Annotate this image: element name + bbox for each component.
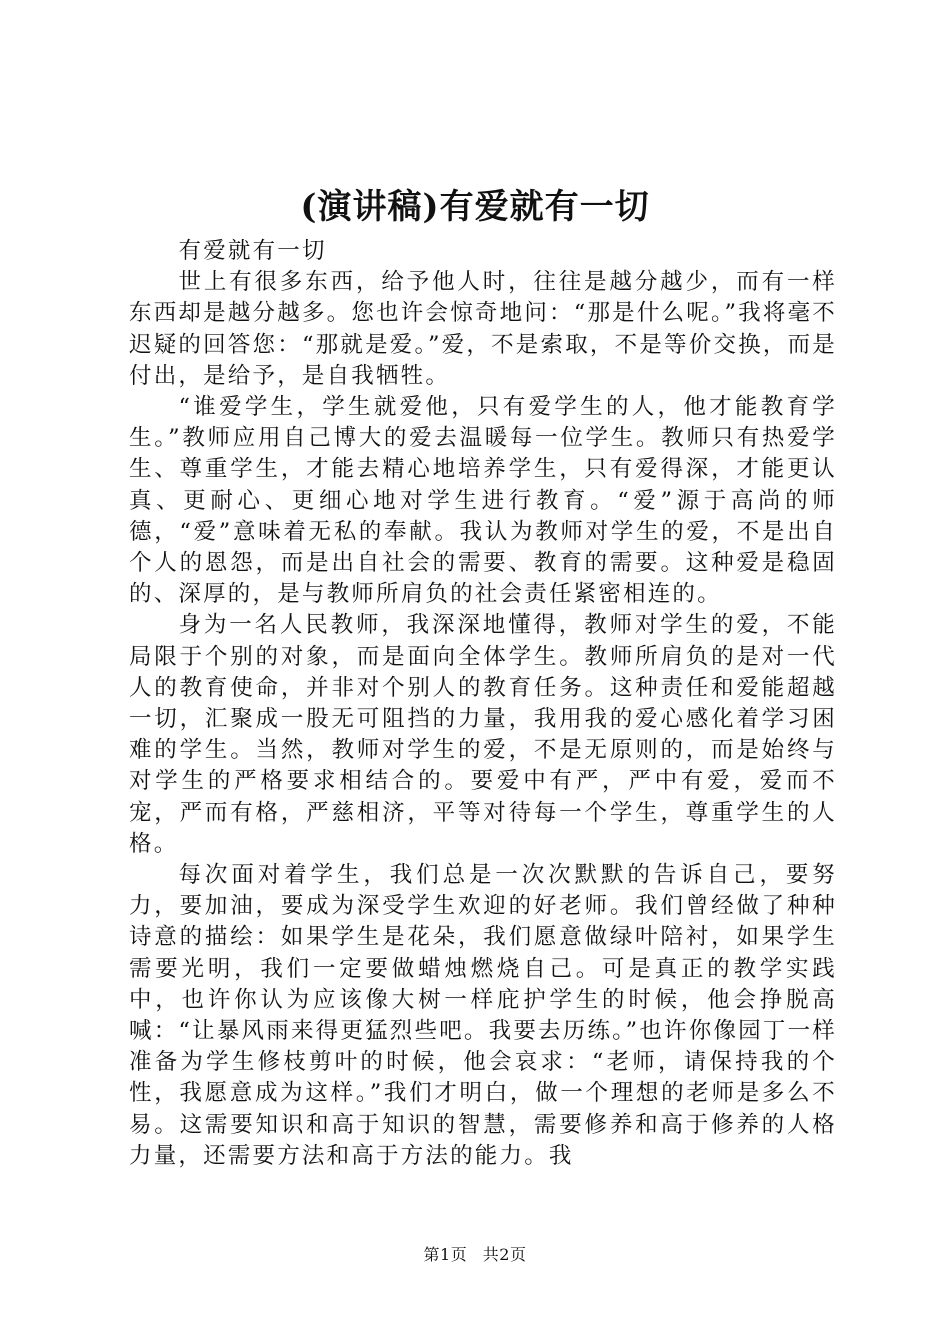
paragraph: “谁爱学生，学生就爱他，只有爱学生的人，他才能教育学生。”教师应用自己博大的爱去温暖每一位学生。教师只有热爱学生、尊重学生，才能去精心地培养学生，只有爱得深，才能更认真、更耐心、更细心地对学生进行教育。“爱”源于高尚的师德，“爱”意味着无私的奉献。我认为教师对学生的爱，不是出自个人的恩怨，而是出自社会的需要、教育的需要。这种爱是稳固的、深厚的，是与教师所肩负的社会责任紧密相连的。 bbox=[129, 394, 837, 608]
page-total: 共2页 bbox=[482, 1245, 527, 1264]
page-footer bbox=[0, 1242, 950, 1265]
paragraph: 世上有很多东西，给予他人时，往往是越分越少，而有一样东西却是越分越多。您也许会惊奇地问：“那是什么呢。”我将毫不迟疑的回答您：“那就是爱。”爱，不是索取，不是等价交换，而是付出，是给予，是自我牺牲。 bbox=[129, 269, 837, 389]
document-title: (演讲稿)有爱就有一切 bbox=[300, 187, 650, 227]
paragraph: 身为一名人民教师，我深深地懂得，教师对学生的爱，不能局限于个别的对象，而是面向全体学生。教师所肩负的是对一代人的教育使命，并非对个别人的教育任务。这种责任和爱能超越一切，汇聚成一股无可阻挡的力量，我用我的爱心感化着学习困难的学生。当然，教师对学生的爱，不是无原则的，而是始终与对学生的严格要求相结合的。要爱中有严，严中有爱，爱而不宠，严而有格，严慈相济，平等对待每一个学生，尊重学生的人格。 bbox=[129, 612, 837, 857]
page-number: 第1页 bbox=[423, 1245, 468, 1264]
paragraph: 每次面对着学生，我们总是一次次默默的告诉自己，要努力，要加油，要成为深受学生欢迎的好老师。我们曾经做了种种诗意的描绘：如果学生是花朵，我们愿意做绿叶陪衬，如果学生需要光明，我们一定要做蜡烛燃烧自己。可是真正的教学实践中，也许你认为应该像大树一样庇护学生的时候，他会挣脱高喊：“让暴风雨来得更猛烈些吧。我要去历练。”也许你像园丁一样准备为学生修枝剪叶的时候，他会哀求：“老师，请保持我的个性，我愿意成为这样。”我们才明白，做一个理想的老师是多么不易。这需要知识和高于知识的智慧，需要修养和高于修养的人格力量，还需要方法和高于方法的能力。我 bbox=[129, 862, 837, 1169]
document-body bbox=[129, 236, 837, 1172]
paragraph-subtitle: 有爱就有一切 bbox=[178, 238, 327, 264]
